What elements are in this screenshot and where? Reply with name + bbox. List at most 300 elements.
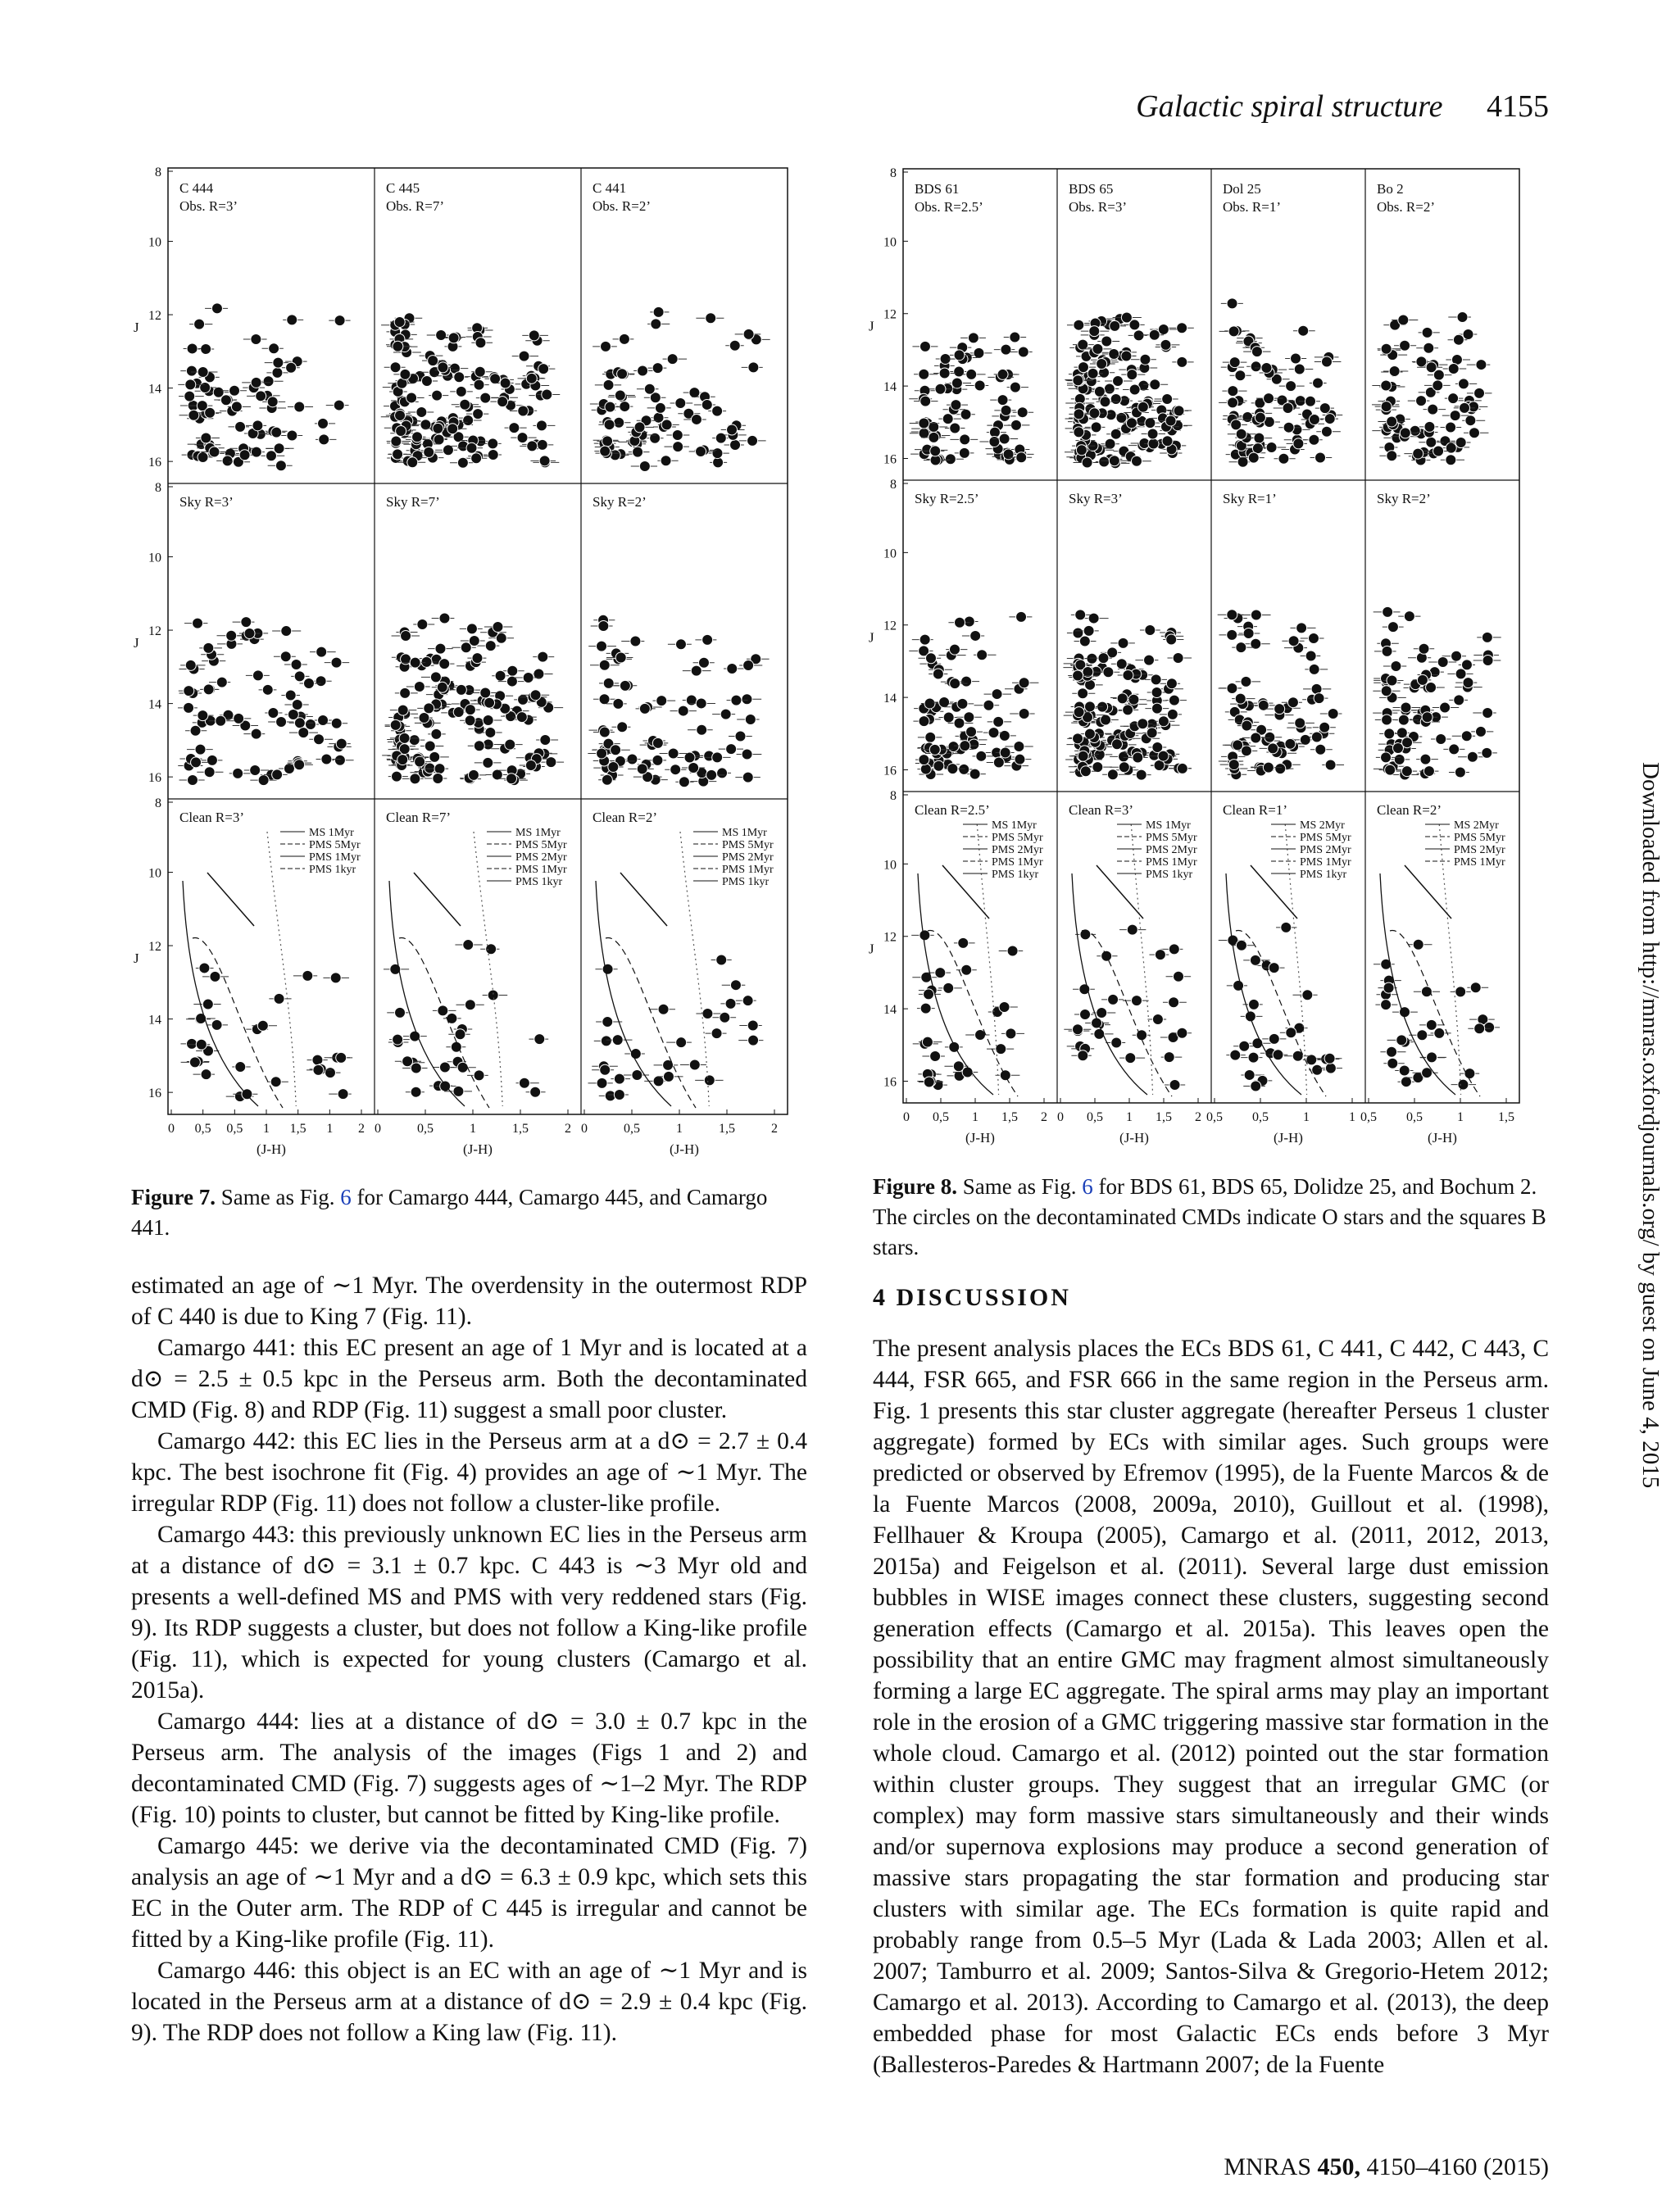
reddening-vector [207, 873, 254, 926]
fig-ref-link[interactable]: 6 [1082, 1174, 1093, 1199]
panel-title: Bo 2 [1377, 181, 1404, 197]
data-point [989, 436, 1000, 447]
paragraph: Camargo 442: this EC lies in the Perseus arm at a d⊙ = 2.7 ± 0.4 kpc. The best isochrone fit (Fig. 4) provides an age of ∼1 Myr. The irregular RDP (Fig. 11) does not follow a cluster-like profile. [131, 1428, 807, 1517]
data-point [638, 365, 648, 376]
data-point [210, 971, 220, 982]
data-point [1389, 366, 1400, 377]
data-point [1101, 336, 1112, 347]
data-point [490, 374, 501, 384]
data-point [1083, 625, 1094, 636]
data-point [1264, 393, 1274, 404]
data-point [691, 414, 702, 424]
data-point [488, 449, 498, 460]
data-point [1073, 733, 1083, 744]
y-axis-label: J [869, 318, 874, 334]
data-point [252, 670, 263, 681]
data-point [270, 1077, 281, 1087]
data-point [465, 1000, 475, 1010]
data-point [919, 716, 929, 727]
data-point [1476, 360, 1487, 370]
data-point [1149, 329, 1160, 340]
y-tick-label: 12 [148, 309, 161, 324]
reddening-vector [620, 873, 667, 926]
data-point [651, 319, 661, 329]
data-point [472, 653, 483, 664]
data-point [439, 613, 450, 624]
x-axis-label: (J-H) [257, 1141, 286, 1157]
data-point [1398, 715, 1409, 725]
data-point [1387, 451, 1397, 461]
x-axis-label: (J-H) [463, 1141, 493, 1157]
legend-entry: PMS 5Myr [992, 832, 1043, 844]
x-tick-label: 0,5 [226, 1122, 243, 1136]
data-point [675, 639, 686, 650]
data-point [185, 660, 196, 670]
data-point [316, 647, 327, 657]
data-point [392, 771, 402, 782]
data-point [1227, 298, 1237, 309]
data-point [285, 690, 296, 701]
data-point [1233, 740, 1243, 751]
legend-entry: PMS 2Myr [515, 851, 567, 864]
data-point [287, 430, 297, 441]
data-point [1324, 1053, 1335, 1064]
y-tick-label: 10 [883, 547, 897, 561]
data-point [1248, 1052, 1259, 1063]
data-point [1111, 1037, 1122, 1048]
data-point [729, 340, 740, 351]
y-tick-label: 8 [155, 166, 161, 179]
y-tick-label: 16 [148, 771, 161, 786]
data-point [1016, 452, 1027, 463]
data-point [725, 998, 736, 1009]
data-point [653, 1076, 664, 1087]
data-point [262, 684, 273, 695]
data-point [198, 366, 208, 377]
data-point [997, 369, 1008, 379]
data-point [393, 449, 403, 460]
data-point [1128, 694, 1139, 705]
data-point [983, 700, 994, 710]
data-point [1328, 709, 1338, 719]
data-point [1091, 422, 1101, 433]
data-point [598, 620, 609, 631]
data-point [330, 973, 341, 983]
data-point [1400, 428, 1410, 438]
data-point [1001, 344, 1011, 355]
legend-entry: PMS 5Myr [309, 839, 361, 851]
data-point [1251, 347, 1262, 357]
data-point [1398, 315, 1409, 325]
data-point [1109, 456, 1119, 466]
data-point [1121, 312, 1132, 323]
data-point [429, 751, 440, 762]
data-point [608, 761, 619, 772]
data-point [742, 694, 752, 705]
data-point [484, 697, 495, 708]
data-point [1283, 422, 1294, 433]
data-point [534, 1034, 545, 1045]
data-point [974, 380, 985, 391]
data-point [1118, 637, 1128, 648]
data-point [999, 730, 1010, 741]
data-point [1169, 695, 1179, 706]
data-point [1286, 381, 1296, 392]
data-point [325, 1068, 335, 1078]
data-point [1381, 686, 1392, 696]
data-point [525, 760, 536, 771]
x-tick-label: 0 [375, 1122, 381, 1136]
data-point [1084, 701, 1095, 712]
data-point [1158, 716, 1169, 727]
y-tick-label: 14 [883, 380, 897, 395]
reddening-vector [414, 873, 461, 926]
data-point [1382, 715, 1392, 725]
data-point [1082, 457, 1092, 468]
data-point [678, 706, 688, 716]
data-point [639, 703, 650, 714]
y-tick-label: 12 [883, 307, 897, 322]
data-point [292, 699, 302, 710]
data-point [966, 369, 977, 379]
y-tick-label: 12 [148, 624, 161, 639]
panel-title: BDS 65 [1069, 181, 1114, 197]
figure-7-caption: Figure 7. Same as Fig. 6 for Camargo 444, Camargo 445, and Camargo 441. [131, 1185, 768, 1240]
data-point [960, 741, 970, 751]
data-point [1073, 1024, 1083, 1035]
data-point [1112, 739, 1123, 750]
data-point [1463, 678, 1473, 688]
data-point [712, 406, 723, 416]
data-point [1426, 683, 1437, 693]
data-point [1309, 664, 1319, 674]
data-point [201, 1069, 211, 1080]
x-tick-label: 0,5 [194, 1122, 211, 1136]
data-point [455, 1029, 465, 1040]
data-point [187, 343, 198, 354]
data-point [919, 755, 929, 765]
data-point [1107, 769, 1118, 780]
legend-entry: PMS 5Myr [1454, 832, 1505, 844]
data-point [922, 1037, 933, 1047]
data-point [720, 709, 731, 719]
data-point [691, 665, 702, 676]
data-point [313, 1064, 324, 1075]
data-point [187, 774, 198, 785]
isochrone-curve [183, 881, 258, 1106]
data-point [1140, 354, 1151, 365]
data-point [1305, 651, 1316, 661]
data-point [216, 677, 227, 687]
data-point [1381, 752, 1392, 763]
data-point [696, 698, 706, 709]
data-point [1019, 678, 1029, 688]
data-point [919, 369, 929, 379]
data-point [1251, 733, 1261, 743]
data-point [1000, 747, 1010, 758]
panel-subtitle: Obs. R=7’ [386, 198, 444, 214]
data-point [530, 690, 541, 701]
legend-entry: PMS 1Myr [1146, 856, 1197, 869]
data-point [207, 755, 217, 765]
data-point [1101, 715, 1111, 725]
data-point [463, 415, 474, 426]
data-point [1287, 697, 1298, 708]
x-tick-label: 1 [263, 1122, 270, 1136]
y-tick-label: 14 [148, 697, 161, 712]
data-point [947, 764, 958, 774]
y-tick-label: 16 [883, 1075, 897, 1090]
data-point [1151, 687, 1162, 698]
data-point [1291, 353, 1301, 364]
data-point [410, 774, 420, 784]
data-point [319, 434, 329, 445]
data-point [925, 653, 936, 664]
data-point [229, 385, 240, 396]
data-point [1074, 707, 1084, 718]
data-point [1166, 634, 1177, 645]
x-tick-label: 1 [470, 1122, 476, 1136]
data-point [1437, 656, 1448, 667]
data-point [406, 392, 417, 403]
legend-entry: PMS 5Myr [1300, 832, 1351, 844]
data-point [943, 982, 954, 993]
data-point [1133, 330, 1144, 341]
data-point [950, 423, 960, 433]
data-point [1426, 1019, 1437, 1030]
data-point [1103, 667, 1114, 678]
data-point [961, 964, 972, 975]
y-tick-label: 12 [883, 619, 897, 633]
data-point [706, 769, 717, 780]
data-point [632, 1069, 642, 1080]
data-point [954, 718, 965, 728]
data-point [743, 660, 754, 671]
data-point [929, 432, 939, 442]
data-point [1448, 364, 1459, 374]
data-point [1416, 396, 1427, 406]
data-point [465, 715, 475, 726]
data-point [731, 695, 742, 706]
data-point [509, 423, 520, 433]
data-point [454, 372, 465, 383]
data-point [919, 341, 930, 352]
data-point [516, 712, 527, 723]
y-tick-label: 8 [890, 789, 897, 803]
legend-entry: PMS 1kyr [309, 864, 356, 876]
y-tick-label: 8 [890, 478, 897, 492]
data-point [1250, 955, 1260, 965]
data-point [428, 356, 438, 366]
y-tick-label: 8 [155, 796, 161, 810]
data-point [1324, 414, 1335, 424]
legend-entry: PMS 1Myr [1300, 856, 1351, 869]
isochrone-curve [474, 832, 502, 1106]
data-point [466, 624, 477, 634]
data-point [539, 456, 550, 466]
data-point [1074, 409, 1084, 420]
x-tick-label: 0,5 [417, 1122, 434, 1136]
data-point [1164, 1052, 1174, 1063]
legend-entry: MS 1Myr [1146, 819, 1191, 832]
data-point [1073, 375, 1083, 386]
data-point [977, 650, 988, 660]
data-point [1248, 999, 1259, 1009]
data-point [1148, 438, 1159, 449]
data-point [400, 369, 411, 379]
legend-entry: PMS 1kyr [722, 876, 770, 888]
data-point [1110, 394, 1121, 405]
data-point [463, 940, 474, 951]
data-point [184, 702, 194, 713]
data-point [1151, 674, 1161, 685]
data-point [1309, 414, 1319, 424]
panel-title: Clean R=3’ [1069, 802, 1133, 818]
data-point [1455, 987, 1466, 997]
data-point [448, 333, 459, 343]
data-point [1381, 380, 1392, 391]
data-point [676, 1037, 687, 1048]
data-point [419, 712, 429, 723]
data-point [996, 1044, 1006, 1055]
data-point [191, 757, 202, 768]
data-point [1244, 1069, 1255, 1080]
data-point [1311, 732, 1322, 742]
data-point [456, 684, 466, 695]
data-point [1092, 762, 1103, 773]
data-point [1174, 406, 1184, 416]
data-point [198, 451, 208, 462]
data-point [474, 741, 484, 751]
data-point [1446, 422, 1456, 433]
data-point [964, 616, 974, 627]
panel-title: Sky R=1’ [1223, 491, 1277, 506]
data-point [1173, 653, 1183, 664]
data-point [1227, 683, 1237, 693]
data-point [204, 767, 215, 778]
data-point [1278, 453, 1289, 464]
data-point [935, 383, 946, 394]
data-point [318, 418, 329, 429]
data-point [475, 338, 486, 348]
panel-title: BDS 61 [915, 181, 960, 197]
data-point [1131, 996, 1142, 1006]
data-point [189, 1057, 200, 1068]
figure-8-caption: Figure 8. Same as Fig. 6 for BDS 61, BDS 65, Dolidze 25, and Bochum 2. The circles on the decontaminated CMDs indicate O stars and the squares B stars. [873, 1174, 1546, 1259]
data-point [716, 955, 727, 965]
data-point [1455, 669, 1466, 679]
data-point [517, 433, 528, 443]
legend-entry: MS 2Myr [1300, 819, 1345, 832]
data-point [302, 970, 313, 981]
data-point [1268, 743, 1278, 754]
data-point [1116, 412, 1127, 423]
data-point [602, 436, 613, 447]
data-point [287, 315, 297, 325]
y-tick-label: 14 [883, 692, 897, 706]
data-point [637, 764, 647, 774]
legend-entry: PMS 1Myr [515, 864, 567, 876]
legend-entry: PMS 1Myr [309, 851, 361, 864]
data-point [269, 343, 279, 354]
data-point [488, 438, 498, 449]
data-point [334, 315, 345, 326]
data-point [518, 406, 529, 416]
data-point [195, 744, 206, 755]
data-point [1269, 1033, 1279, 1044]
data-point [251, 728, 261, 739]
data-point [1243, 628, 1254, 639]
data-point [742, 772, 753, 783]
data-point [493, 622, 503, 633]
data-point [1382, 646, 1392, 656]
running-header [1090, 88, 1549, 125]
data-point [291, 660, 302, 670]
data-point [599, 727, 610, 737]
data-point [1293, 438, 1304, 449]
data-point [1455, 438, 1466, 448]
legend-entry: PMS 2Myr [992, 844, 1043, 856]
data-point [1162, 393, 1173, 404]
paragraph: Camargo 444: lies at a distance of d⊙ = 3.0 ± 0.7 kpc in the Perseus arm. The analysis of the images (Figs 1 and 2) and decontaminated CMD (Fig. 7) suggests ages of ∼1–2 Myr. The RDP (Fig. 10) points to cluster, but cannot be fitted by King-like profile. [131, 1708, 807, 1828]
data-point [1160, 339, 1171, 350]
x-tick-label: 0 [581, 1122, 588, 1136]
data-point [1387, 416, 1397, 427]
data-point [1001, 405, 1011, 415]
panel-subtitle: Obs. R=2’ [1377, 199, 1435, 215]
data-point [1165, 415, 1176, 426]
data-point [1420, 754, 1431, 764]
x-tick-label: 0,5 [1406, 1110, 1423, 1124]
data-point [407, 457, 418, 468]
data-point [742, 996, 753, 1006]
legend-entry: MS 1Myr [992, 819, 1037, 832]
data-point [303, 678, 314, 688]
data-point [474, 366, 485, 377]
data-point [411, 1087, 421, 1097]
data-point [1426, 362, 1437, 373]
data-point [1469, 428, 1479, 438]
data-point [435, 643, 446, 654]
data-point [425, 741, 435, 751]
figure-7-label: Figure 7. [131, 1185, 216, 1209]
panel-title: Sky R=3’ [1069, 491, 1123, 506]
y-tick-label: 16 [883, 764, 897, 778]
data-point [1167, 709, 1178, 719]
data-point [1137, 402, 1148, 412]
data-point [619, 333, 629, 344]
data-point [919, 428, 929, 438]
data-point [1229, 357, 1240, 368]
panel-title: Clean R=2.5’ [915, 802, 990, 818]
data-point [748, 1035, 759, 1046]
data-point [653, 306, 664, 317]
data-point [1419, 643, 1429, 654]
data-point [1325, 1063, 1336, 1073]
data-point [1131, 456, 1142, 466]
data-point [748, 362, 759, 373]
data-point [447, 424, 458, 434]
data-point [1426, 437, 1437, 447]
data-point [612, 1035, 623, 1046]
data-point [473, 409, 484, 420]
data-point [1482, 708, 1493, 719]
data-point [1252, 443, 1263, 454]
data-point [603, 379, 614, 390]
fig-ref-link[interactable]: 6 [340, 1185, 352, 1209]
data-point [495, 670, 506, 681]
panel-title: C 445 [386, 180, 420, 196]
